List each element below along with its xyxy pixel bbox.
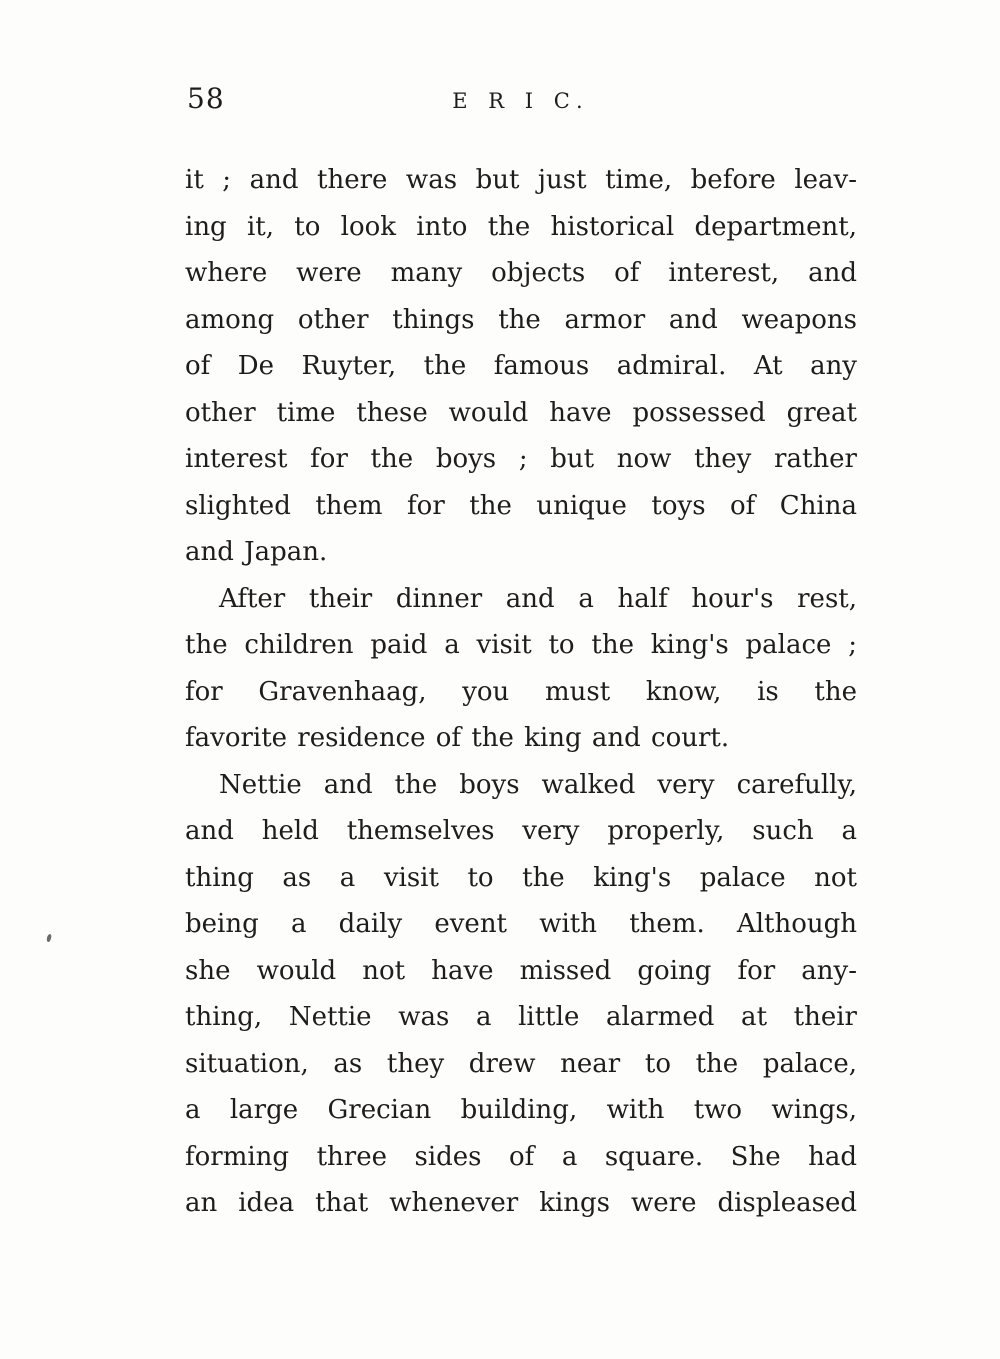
text-line: the children paid a visit to the king's palace ; — [185, 630, 857, 660]
text-line: favorite residence of the king and court. — [185, 723, 730, 753]
text-line: forming three sides of a square. She had — [185, 1141, 857, 1172]
text-line: situation, as they drew near to the palace, — [185, 1048, 857, 1079]
running-head: E R I C. — [452, 89, 590, 113]
text-line: for Gravenhaag, you must know, is the — [185, 676, 857, 707]
page-number: 58 — [187, 82, 225, 115]
paragraph — [185, 576, 857, 762]
text-line: thing as a visit to the king's palace not — [185, 862, 857, 893]
ink-speck — [46, 934, 52, 943]
text-line: Nettie and the boys walked very carefully, — [219, 769, 857, 800]
text-line: being a daily event with them. Although — [185, 909, 857, 939]
text-line: among other things the armor and weapons — [185, 304, 857, 335]
text-line: and Japan. — [185, 537, 328, 567]
page-body — [185, 157, 857, 1227]
text-line: thing, Nettie was a little alarmed at their — [185, 1002, 857, 1032]
text-line: and held themselves very properly, such a — [185, 816, 857, 846]
text-line: an idea that whenever kings were displeased — [185, 1188, 857, 1218]
page-header — [185, 82, 857, 122]
text-line: interest for the boys ; but now they rather — [185, 444, 857, 474]
paragraph — [185, 157, 857, 576]
text-line: where were many objects of interest, and — [185, 258, 857, 288]
text-line: of De Ruyter, the famous admiral. At any — [185, 351, 857, 381]
text-line: it ; and there was but just time, before leav- — [185, 165, 857, 195]
text-line: After their dinner and a half hour's rest, — [219, 583, 857, 614]
text-line: slighted them for the unique toys of China — [185, 490, 857, 521]
text-line: a large Grecian building, with two wings, — [185, 1095, 857, 1125]
text-line: other time these would have possessed great — [185, 397, 857, 428]
paragraph — [185, 762, 857, 1227]
text-line: she would not have missed going for any- — [185, 955, 857, 986]
text-line: ing it, to look into the historical department, — [185, 211, 857, 242]
